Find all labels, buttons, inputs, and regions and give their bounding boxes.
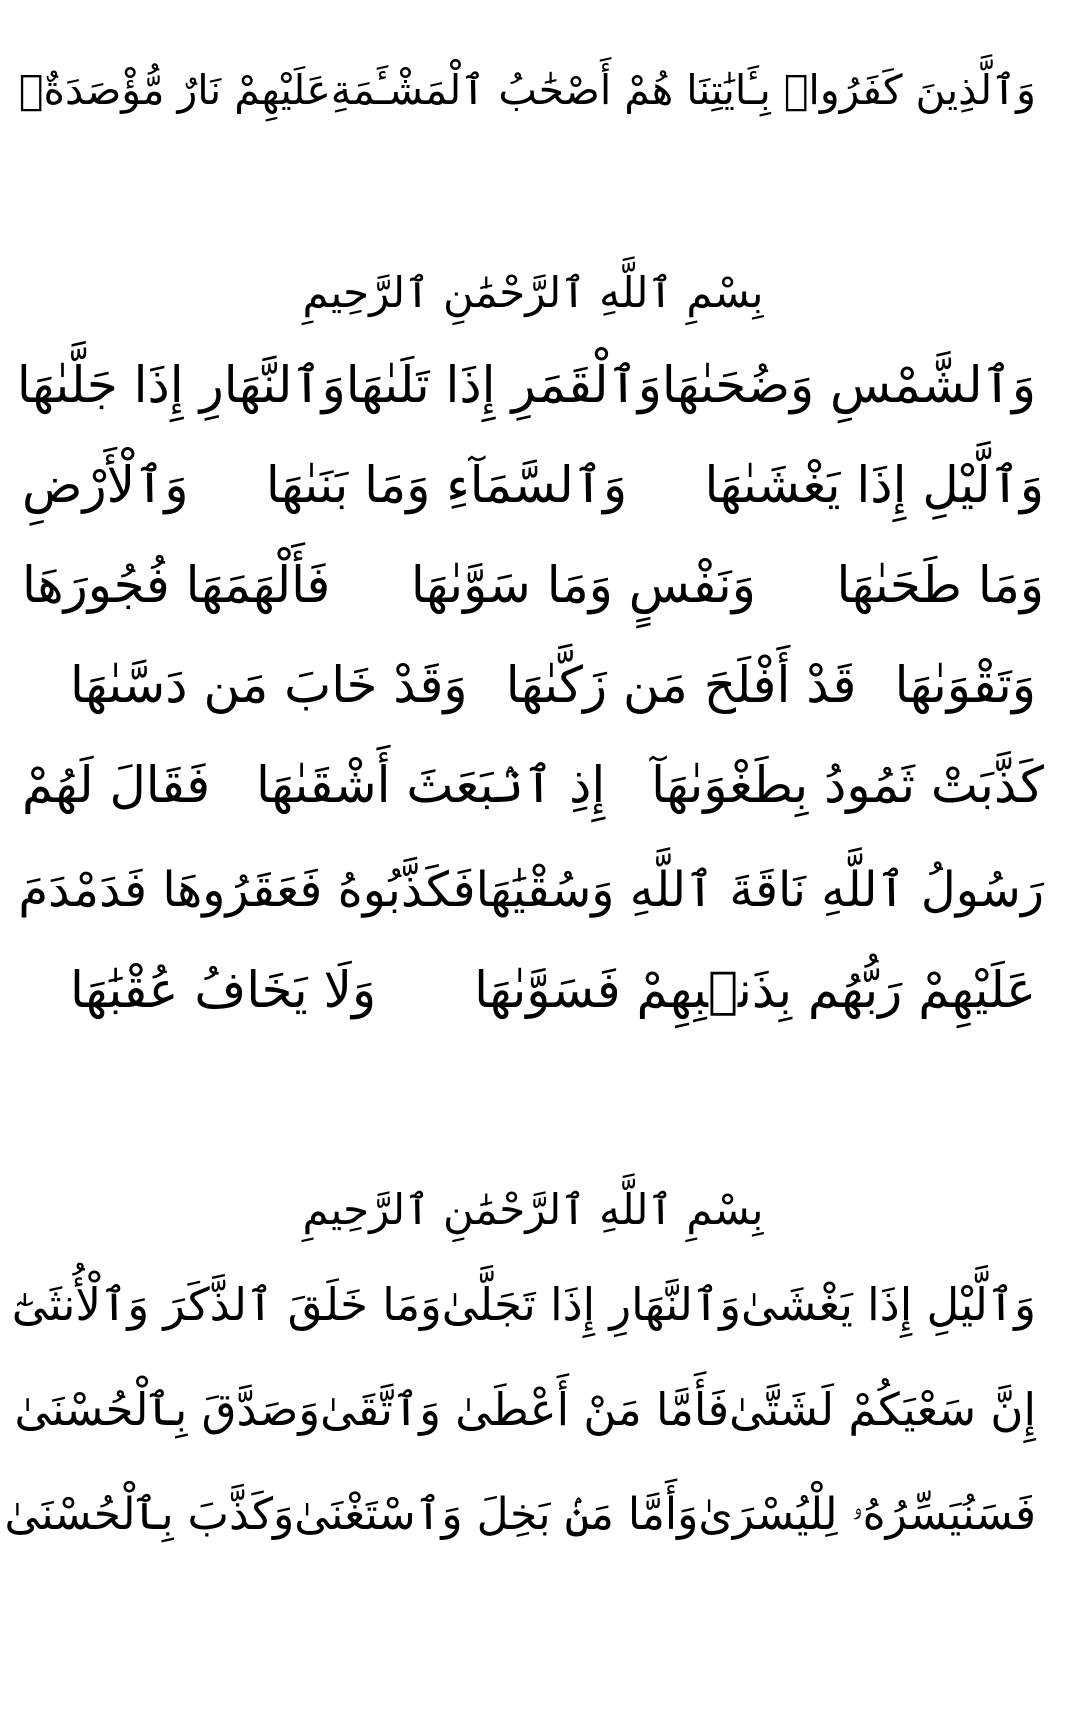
verse: وَصَدَّقَ بِٱلْحُسْنَىٰ <box>14 1383 321 1436</box>
verse: وَٱلْقَمَرِ إِذَا تَلَىٰهَا <box>345 356 662 414</box>
verse: وَكَذَّبَ بِٱلْحُسْنَىٰ <box>4 1489 295 1540</box>
verse: وَلَا يَخَافُ عُقْبَٰهَا <box>70 961 377 1019</box>
verse: وَأَمَّا مَنۢ بَخِلَ وَٱسْتَغْنَىٰ <box>294 1489 699 1540</box>
verse-line <box>0 1475 1066 1555</box>
verse: وَمَا طَحَىٰهَا <box>836 556 1044 614</box>
verse: كَذَّبَتْ ثَمُودُ بِطَغْوَىٰهَآ <box>651 756 1044 814</box>
verse: رَسُولُ ٱللَّهِ نَاقَةَ ٱللَّهِ وَسُقْيَٰهَا <box>475 862 1044 918</box>
verse: إِذِ ٱنۢبَعَثَ أَشْقَىٰهَا <box>256 756 606 814</box>
verse: وَٱلنَّهَارِ إِذَا جَلَّىٰهَا <box>16 356 346 414</box>
verse: فَقَالَ لَهُمْ <box>22 756 211 814</box>
verse-line <box>0 50 1066 130</box>
verse: وَنَفْسٍ وَمَا سَوَّىٰهَا <box>410 556 756 614</box>
verse: وَٱلنَّهَارِ إِذَا تَجَلَّىٰ <box>441 1278 741 1331</box>
verse: وَٱلَّيْلِ إِذَا يَغْشَىٰ <box>740 1278 1036 1331</box>
verse: فَسَنُيَسِّرُهُۥ لِلْيُسْرَىٰ <box>698 1489 1036 1540</box>
verse-line <box>0 545 1066 625</box>
verse: وَقَدْ خَابَ مَن دَسَّىٰهَا <box>70 656 468 714</box>
verse: فَأَلْهَمَهَا فُجُورَهَا <box>22 556 331 614</box>
verse: فَأَمَّا مَنْ أَعْطَىٰ وَٱتَّقَىٰ <box>320 1383 730 1436</box>
verse: وَٱلَّذِينَ كَفَرُوا۟ بِـَٔايَٰتِنَا هُمْ أَصْحَٰبُ ٱلْمَشْـَٔمَةِ <box>330 66 1036 114</box>
verse: وَتَقْوَىٰهَا <box>894 656 1036 714</box>
verse: عَلَيْهِمْ رَبُّهُم بِذَنۢبِهِمْ فَسَوَّىٰهَا <box>474 961 1036 1019</box>
verse-line <box>0 345 1066 425</box>
verse: إِنَّ سَعْيَكُمْ لَشَتَّىٰ <box>729 1383 1036 1436</box>
basmala-heading: بِسْمِ ٱللَّهِ ٱلرَّحْمَٰنِ ٱلرَّحِيمِ <box>302 268 764 317</box>
verse: وَٱلَّيْلِ إِذَا يَغْشَىٰهَا <box>704 456 1044 514</box>
verse: قَدْ أَفْلَحَ مَن زَكَّىٰهَا <box>505 656 857 714</box>
verse-line <box>0 745 1066 825</box>
basmala-heading: بِسْمِ ٱللَّهِ ٱلرَّحْمَٰنِ ٱلرَّحِيمِ <box>302 1185 764 1234</box>
verse-line <box>0 1265 1066 1345</box>
verse-line <box>0 1370 1066 1450</box>
verse-line <box>0 850 1066 930</box>
verse-line <box>0 445 1066 525</box>
verse: وَمَا خَلَقَ ٱلذَّكَرَ وَٱلْأُنثَىٰٓ <box>11 1278 442 1331</box>
verse: فَكَذَّبُوهُ فَعَقَرُوهَا فَدَمْدَمَ <box>18 862 476 918</box>
verse: عَلَيْهِمْ نَارٌ مُّؤْصَدَةٌۢ <box>18 66 331 114</box>
verse: وَٱلْأَرْضِ <box>22 456 189 514</box>
verse-line <box>0 950 1066 1030</box>
verse: وَٱلسَّمَآءِ وَمَا بَنَىٰهَا <box>265 456 628 514</box>
verse-line <box>0 645 1066 725</box>
verse: وَٱلشَّمْسِ وَضُحَىٰهَا <box>661 356 1036 414</box>
